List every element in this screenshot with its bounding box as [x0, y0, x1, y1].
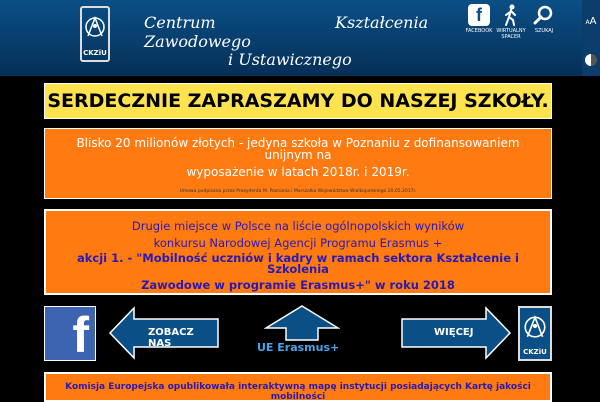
funding-box[interactable] [44, 128, 552, 199]
facebook-tile-icon: f [72, 307, 89, 363]
more-label: WIĘCEJ [434, 327, 474, 338]
walking-person-icon [500, 4, 522, 26]
virtual-tour-label: WIRTUALNY SPACER [496, 28, 526, 40]
funding-line-1: Blisko 20 milionów złotych - jedyna szkoła w Poznaniu z dofinansowaniem unijnym na [76, 136, 520, 162]
search-link[interactable] [530, 4, 558, 34]
mobility-map-text: Komisja Europejska opublikowała interaktywną mapę instytucji posiadających Kartę jakości mobilności [65, 382, 531, 402]
site-title-zawodowego: Zawodowego [144, 32, 251, 51]
facebook-label: FACEBOOK [465, 28, 493, 34]
school-emblem-icon [523, 313, 547, 339]
school-logo-tile[interactable] [518, 306, 552, 361]
font-size-toggle[interactable]: AA [585, 16, 597, 27]
site-title-ksztalcenia: Kształcenia [335, 13, 429, 32]
virtual-tour-link[interactable] [496, 4, 526, 40]
site-header [0, 0, 582, 76]
facebook-tile[interactable] [44, 306, 96, 361]
ue-erasmus-label[interactable]: UE Erasmus+ [257, 341, 340, 354]
see-us-label: ZOBACZ NAS [148, 327, 194, 349]
mobility-map-box[interactable] [44, 372, 552, 402]
more-button[interactable] [400, 306, 512, 361]
erasmus-line-2: konkursu Narodowej Agencji Programu Erasmus + [153, 236, 443, 250]
site-title-ustawicznego: i Ustawicznego [228, 50, 352, 69]
logo-tile-label: CKZiU [523, 348, 547, 356]
logo-label: CKZiU [83, 49, 107, 57]
facebook-icon: f [468, 4, 490, 26]
contrast-toggle-icon[interactable] [585, 54, 597, 66]
funding-line-2: wyposażenie w latach 2018r. i 2019r. [186, 165, 410, 179]
see-us-button[interactable] [108, 306, 220, 361]
erasmus-line-3: akcji 1. - "Mobilność uczniów i kadry w ramach sektora Kształcenie i Szkolenia [77, 251, 519, 276]
facebook-link[interactable] [463, 4, 495, 34]
erasmus-up-button[interactable] [264, 304, 340, 342]
erasmus-line-1: Drugie miejsce w Polsce na liście ogólnopolskich wyników [131, 219, 465, 233]
school-logo[interactable] [80, 6, 110, 62]
search-icon [533, 4, 555, 26]
search-label: SZUKAJ [534, 28, 554, 34]
funding-note: Umowa podpisana przez Prezydenta M. Poznania i Marszałka Województwa Wielkopolskiego 20.05.2017r. [179, 189, 417, 194]
site-title-centrum: Centrum [144, 13, 216, 32]
erasmus-line-4: Zawodowe w programie Erasmus+" w roku 2018 [141, 278, 455, 292]
school-emblem-icon [84, 14, 106, 38]
up-arrow-icon [264, 304, 340, 342]
accessibility-sidebar [582, 0, 600, 76]
welcome-banner: SERDECZNIE ZAPRASZAMY DO NASZEJ SZKOŁY. [44, 83, 552, 119]
erasmus-box[interactable] [44, 209, 552, 295]
